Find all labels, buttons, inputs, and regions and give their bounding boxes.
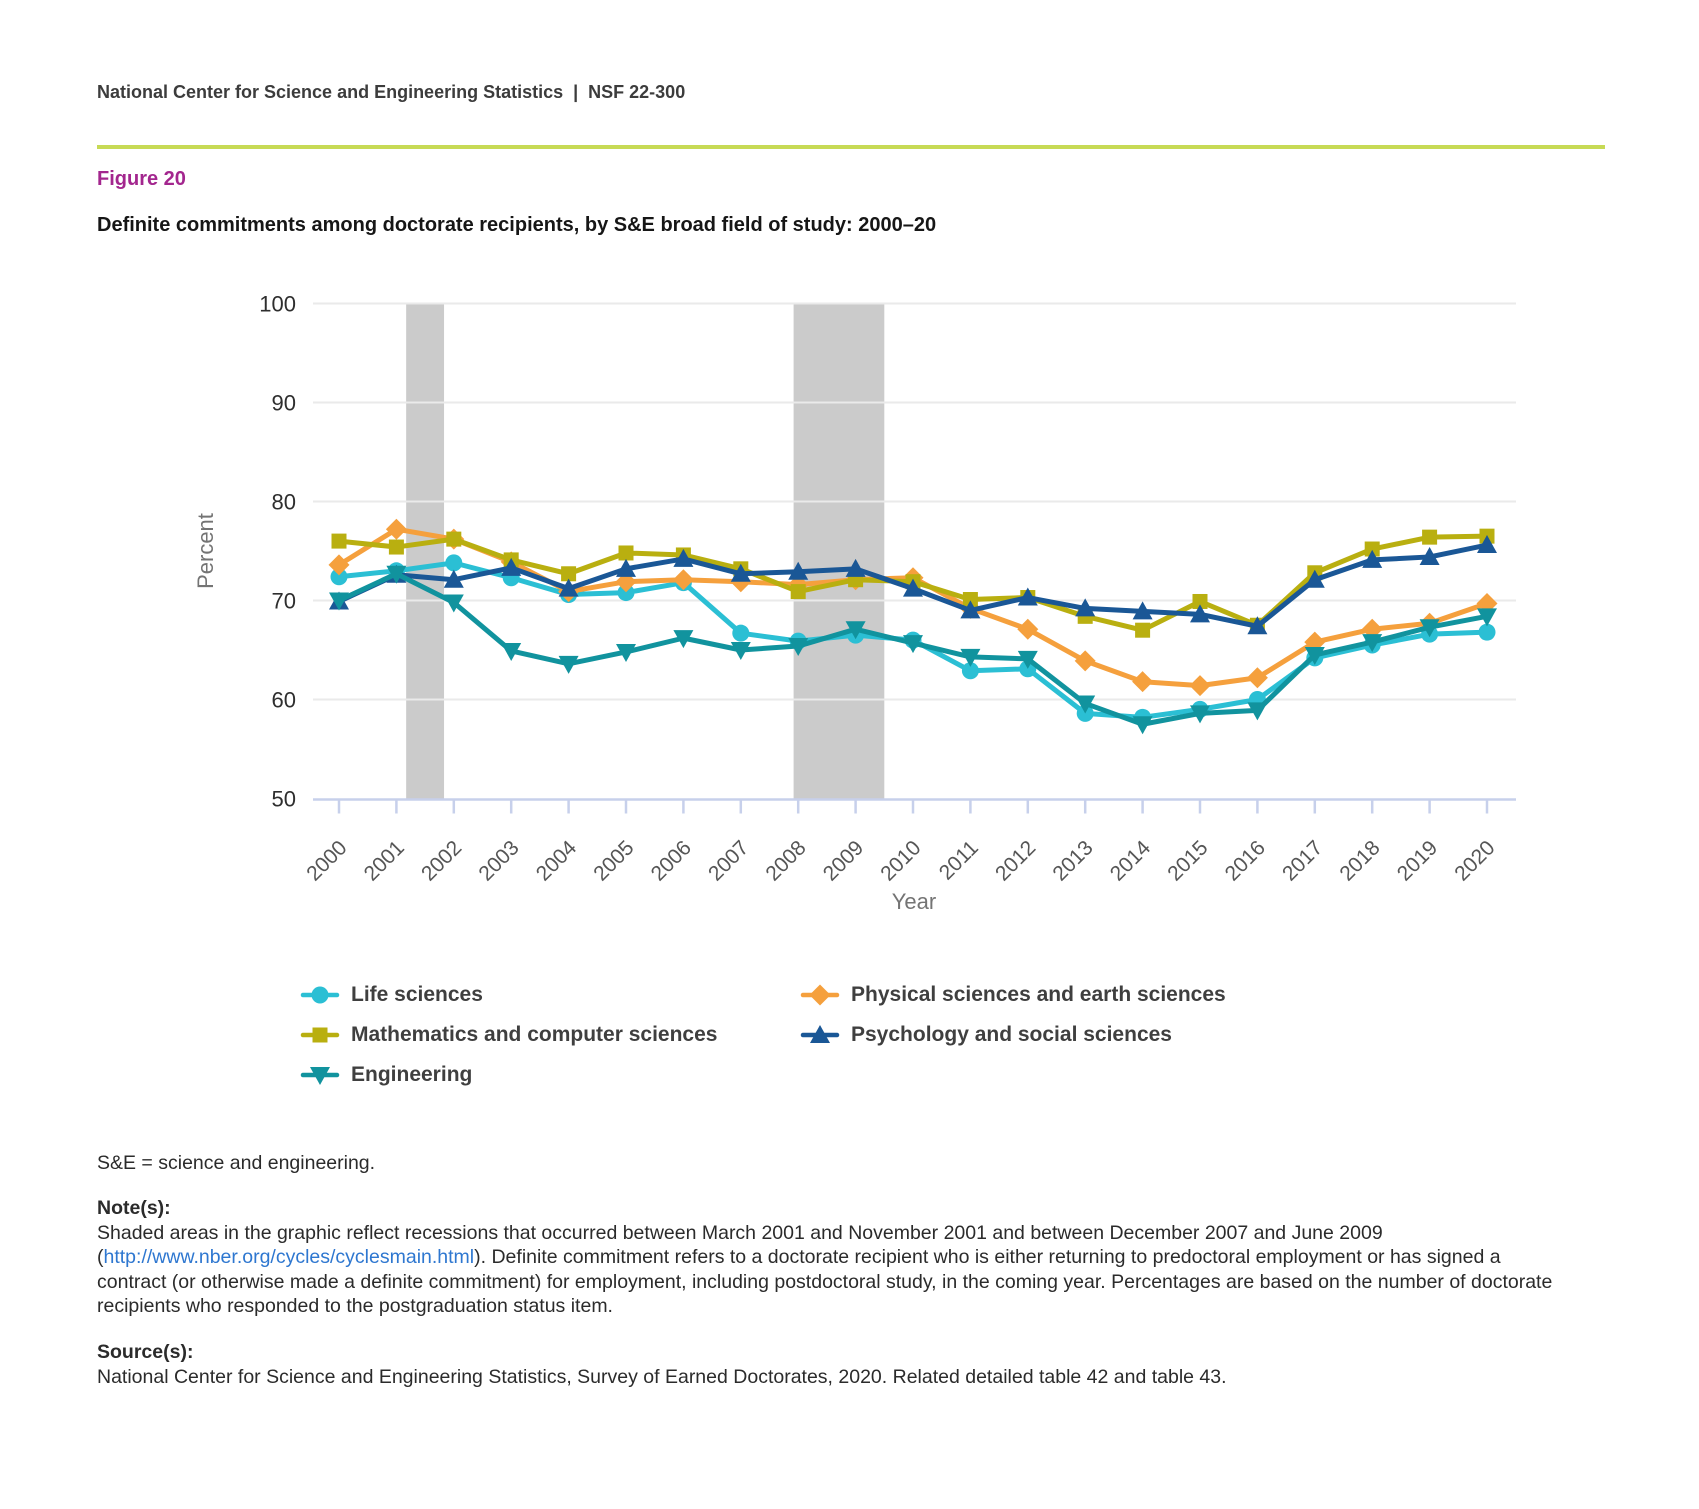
notes-block [97, 1196, 1559, 1319]
svg-text:2008: 2008 [761, 836, 811, 886]
svg-text:2007: 2007 [704, 836, 754, 886]
svg-text:2002: 2002 [417, 836, 467, 886]
svg-text:2006: 2006 [646, 836, 696, 886]
notes-text-after-link: ). Definite commitment refers to a doctorate recipient who is either returning to predoctoral employment or has signed a contract (or otherwise made a definite commitment) for employment, including postdoctoral study, in the coming year. Percentages are based on the number of doctorate recipients who responded to the postgraduation status item. [97, 1246, 1553, 1317]
svg-text:50: 50 [271, 786, 296, 812]
legend-label: Engineering [351, 1063, 473, 1086]
source-heading: Source(s): [97, 1341, 194, 1363]
svg-text:2014: 2014 [1105, 836, 1156, 886]
svg-text:2018: 2018 [1335, 836, 1385, 886]
svg-text:90: 90 [271, 390, 296, 416]
chart-legend [300, 983, 1226, 1087]
y-axis-labels [259, 292, 296, 812]
svg-text:2020: 2020 [1450, 836, 1500, 886]
psychology-and-social-sciences-marker-icon [800, 1023, 840, 1047]
life-sciences-marker-icon [300, 983, 340, 1007]
svg-text:2015: 2015 [1163, 836, 1213, 886]
mathematics-and-computer-sciences-marker-icon [300, 1023, 340, 1047]
recession-band [794, 304, 885, 799]
physical-sciences-and-earth-sciences-marker-icon [800, 983, 840, 1007]
svg-text:2000: 2000 [302, 836, 352, 886]
svg-text:2009: 2009 [818, 836, 869, 886]
figure-label: Figure 20 [97, 168, 186, 190]
legend-label: Physical sciences and earth sciences [851, 983, 1226, 1006]
svg-text:80: 80 [271, 489, 296, 515]
notes-text [97, 1221, 1559, 1319]
legend-label: Mathematics and computer sciences [351, 1023, 718, 1046]
legend-item-engineering [300, 1063, 800, 1087]
legend-item-psychology-and-social-sciences [800, 1023, 1226, 1047]
svg-text:2005: 2005 [589, 836, 639, 886]
svg-text:2013: 2013 [1048, 836, 1098, 886]
legend-item-mathematics-and-computer-sciences [300, 1023, 800, 1047]
svg-text:2017: 2017 [1278, 836, 1328, 886]
svg-text:2004: 2004 [531, 836, 582, 886]
notes-heading: Note(s): [97, 1197, 171, 1219]
svg-text:2011: 2011 [934, 836, 983, 885]
legend-label: Life sciences [351, 983, 483, 1006]
x-axis [313, 800, 1516, 814]
svg-text:2012: 2012 [991, 836, 1041, 886]
svg-text:100: 100 [259, 291, 296, 317]
series-psychology-and-social-sciences [329, 535, 1497, 634]
svg-text:2019: 2019 [1392, 836, 1443, 886]
legend-item-physical-sciences-and-earth-sciences [800, 983, 1226, 1007]
svg-text:2001: 2001 [359, 836, 409, 886]
svg-text:60: 60 [271, 687, 296, 713]
engineering-marker-icon [300, 1063, 340, 1087]
svg-text:2003: 2003 [474, 836, 524, 886]
page-header: National Center for Science and Engineering Statistics | NSF 22-300 [97, 82, 686, 102]
y-axis-title: Percent [193, 513, 218, 589]
chart-title: Definite commitments among doctorate recipients, by S&E broad field of study: 2000–20 [97, 214, 937, 236]
source-block [97, 1340, 1559, 1389]
svg-text:70: 70 [271, 588, 296, 614]
series-physical-sciences-and-earth-sciences [329, 519, 1498, 696]
recession-band [406, 304, 444, 799]
svg-text:2010: 2010 [876, 836, 926, 886]
svg-text:2016: 2016 [1220, 836, 1270, 886]
source-text: National Center for Science and Engineering Statistics, Survey of Earned Doctorates, 2020. Related detailed table 42 and table 43. [97, 1365, 1227, 1388]
x-axis-labels [302, 836, 1499, 886]
legend-label: Psychology and social sciences [851, 1023, 1172, 1046]
x-axis-title: Year [891, 889, 937, 914]
legend-item-life-sciences [300, 983, 800, 1007]
nber-link[interactable]: http://www.nber.org/cycles/cyclesmain.html [103, 1246, 475, 1268]
notes-text-before-link: Shaded areas in the graphic reflect recessions that occurred between March 2001 and November 2001 and between December 2007 and June 2009 ( [97, 1221, 1383, 1268]
abbreviation-note: S&E = science and engineering. [97, 1152, 376, 1174]
